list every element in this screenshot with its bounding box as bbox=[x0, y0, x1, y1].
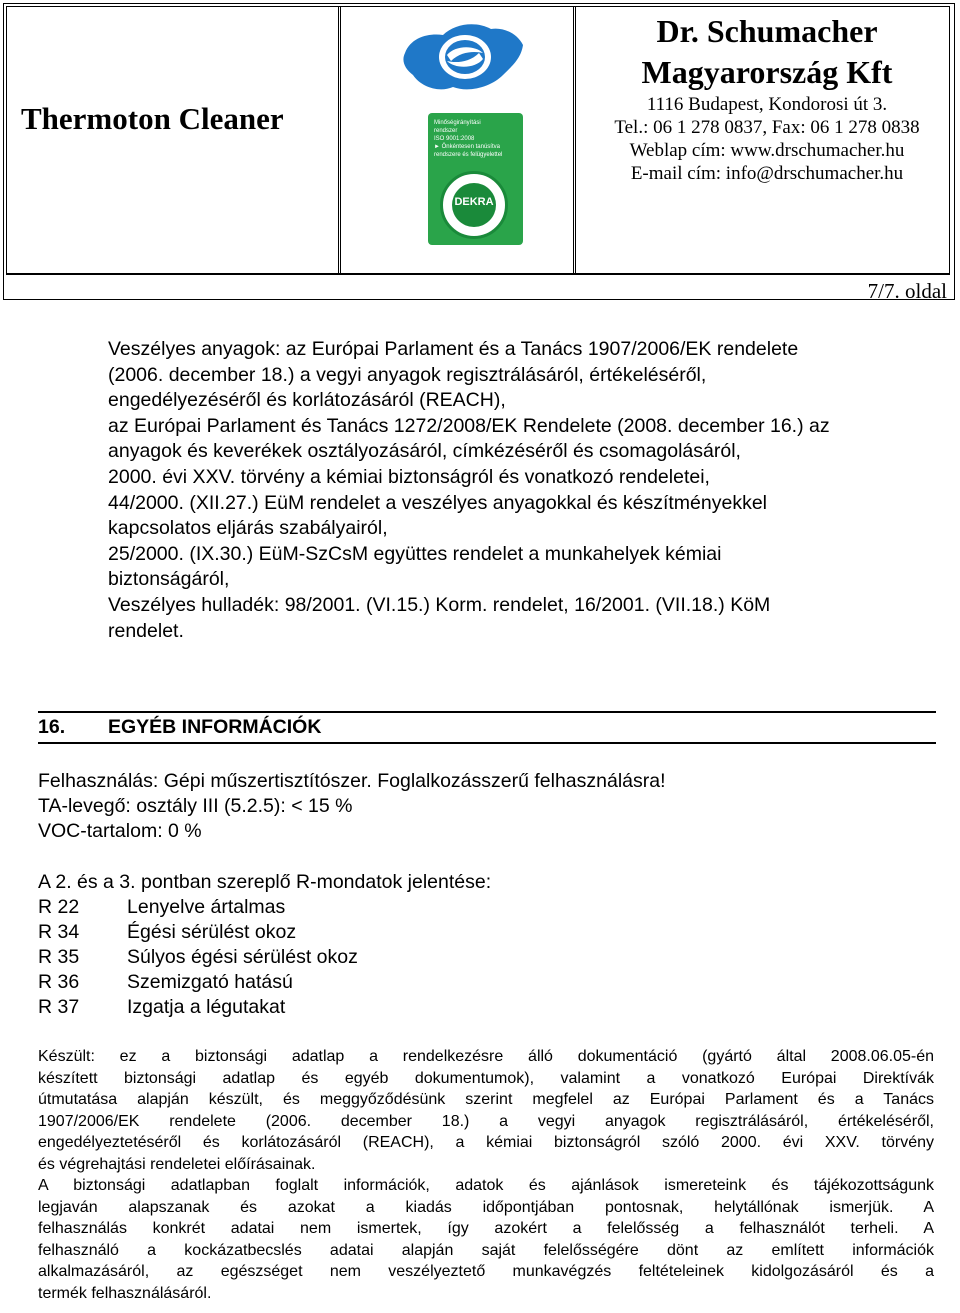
section-bottom-rule bbox=[38, 742, 936, 744]
r-phrase-text: Égési sérülést okoz bbox=[127, 921, 297, 943]
r-phrase-row bbox=[38, 995, 491, 1020]
r-phrase-row bbox=[38, 945, 491, 970]
regulation-line: Veszélyes hulladék: 98/2001. (VI.15.) Korm. rendelet, 16/2001. (VII.18.) KöM bbox=[108, 593, 771, 616]
r-phrase-row bbox=[38, 970, 491, 995]
disclaimer-line: felhasználás konkrét adatai nem ismertek, így azokért a felelősség a felhasználót terheli. A bbox=[38, 1220, 934, 1237]
company-website: Weblap cím: www.drschumacher.hu bbox=[629, 140, 905, 161]
header-row-divider bbox=[6, 273, 950, 277]
regulation-line: (2006. december 18.) a vegyi anyagok regisztrálásáról, értékeléséről, bbox=[108, 363, 707, 386]
r-phrase-code: R 35 bbox=[38, 946, 80, 968]
regulation-line: Veszélyes anyagok: az Európai Parlament és a Tanács 1907/2006/EK rendelete bbox=[108, 338, 799, 360]
r-phrase-text: Lenyelve ártalmas bbox=[127, 896, 286, 918]
disclaimer-line: termék felhasználásáról. bbox=[38, 1284, 212, 1302]
r-phrase-code: R 34 bbox=[38, 921, 80, 943]
disclaimer-line: készített biztonsági adatlap és egyéb dokumentumok), valamint a vonatkozó Európai Direktívák bbox=[38, 1069, 934, 1087]
iso-certificate-badge bbox=[428, 113, 523, 245]
company-name-line1: Dr. Schumacher bbox=[656, 13, 878, 49]
section-top-rule bbox=[38, 711, 936, 713]
regulation-line: 44/2000. (XII.27.) EüM rendelet a veszélyes anyagokkal és készítményekkel bbox=[108, 491, 768, 514]
r-phrase-row bbox=[38, 920, 491, 945]
disclaimer-line: Készült: ez a biztonsági adatlap a rendelkezésre álló dokumentáció (gyártó által 2008.06.05-én bbox=[38, 1048, 934, 1065]
regulations-list bbox=[108, 337, 938, 644]
section-number: 16. bbox=[38, 716, 66, 738]
usage-info bbox=[38, 769, 666, 844]
regulation-line: engedélyezéséről és korlátozásáról (REACH), bbox=[108, 389, 506, 412]
info-line: Felhasználás: Gépi műszertisztítószer. Foglalkozásszerű felhasználásra! bbox=[38, 770, 666, 792]
r-phrase-list bbox=[38, 871, 492, 1020]
regulation-line: rendelet. bbox=[108, 619, 184, 642]
company-contact-block bbox=[581, 11, 953, 185]
preparation-disclaimer bbox=[38, 1046, 934, 1304]
info-line: TA-levegő: osztály III (5.2.5): < 15 % bbox=[38, 795, 353, 817]
disclaimer-line: felhasználó a kockázatbecslés adatai alapján saját felelősségére dönt az említett információk bbox=[38, 1241, 934, 1259]
info-line: VOC-tartalom: 0 % bbox=[38, 820, 202, 842]
r-phrase-intro: A 2. és a 3. pontban szereplő R-mondatok jelentése: bbox=[38, 871, 492, 893]
disclaimer-line: A biztonsági adatlapban foglalt információk, adatok és ajánlások ismereteink és tájékozottságunk bbox=[38, 1177, 934, 1194]
r-phrase-code: R 22 bbox=[38, 896, 80, 918]
r-phrase-text: Szemizgató hatású bbox=[127, 971, 293, 993]
disclaimer-line: útmutatása alapján készült, és meggyőződésünk szerint megfelel az Európai Parlament és a Tanács bbox=[38, 1091, 934, 1108]
regulation-line: 2000. évi XXV. törvény a kémiai biztonságról és vonatkozó rendeletei, bbox=[108, 465, 710, 488]
company-name-line2: Magyarország Kft bbox=[641, 54, 893, 90]
r-phrase-text: Izgatja a légutakat bbox=[127, 996, 286, 1018]
page-number: 7/7. oldal bbox=[867, 279, 947, 303]
disclaimer-line: és végrehajtási rendeletei előírásainak. bbox=[38, 1155, 316, 1173]
certificate-text: Minőségirányítási rendszer ISO 9001:2008 ► Önkéntesen tanúsítva rendszere és felügyelettel bbox=[434, 120, 503, 158]
disclaimer-line: 1907/2006/EK rendelete (2006. december 18.) a vegyi anyagok regisztrálásáról, értékeléséről, bbox=[38, 1112, 934, 1130]
section-title: EGYÉB INFORMÁCIÓK bbox=[108, 716, 322, 738]
r-phrase-code: R 37 bbox=[38, 996, 80, 1018]
document-header bbox=[3, 3, 955, 303]
regulation-line: 25/2000. (IX.30.) EüM-SzCsM együttes rendelet a munkahelyek kémiai bbox=[108, 542, 722, 565]
disclaimer-line: engedélyeztetéséről és korlátozásáról (REACH), a kémiai biztonságról szóló 2000. évi XXV. törvény bbox=[38, 1134, 934, 1151]
company-address: 1116 Budapest, Kondorosi út 3. bbox=[646, 94, 888, 115]
company-email: E-mail cím: info@drschumacher.hu bbox=[630, 163, 904, 184]
regulation-line: kapcsolatos eljárás szabályairól, bbox=[108, 517, 388, 540]
company-logo-area bbox=[363, 9, 563, 249]
header-divider-left bbox=[338, 6, 341, 275]
disclaimer-line: alkalmazásáról, az egészséget nem veszélyeztető munkavégzés feltételeinek kidolgozásáról és a bbox=[38, 1263, 934, 1280]
r-phrase-row bbox=[38, 895, 491, 920]
disclaimer-line: legjaván alapszanak és azokat a kiadás időpontjában pontosnak, helytállónak ismerjük. A bbox=[38, 1198, 934, 1216]
regulation-line: biztonságáról, bbox=[108, 568, 230, 591]
regulation-line: az Európai Parlament és Tanács 1272/2008/EK Rendelete (2008. december 16.) az bbox=[108, 414, 830, 437]
header-divider-right bbox=[573, 6, 576, 275]
r-phrase-text: Súlyos égési sérülést okoz bbox=[127, 946, 358, 968]
regulation-line: anyagok és keverékek osztályozásáról, címkézéséről és csomagolásáról, bbox=[108, 440, 741, 463]
company-phone: Tel.: 06 1 278 0837, Fax: 06 1 278 0838 bbox=[614, 117, 920, 138]
hungary-map-logo-icon bbox=[399, 15, 529, 105]
r-phrase-code: R 36 bbox=[38, 971, 80, 993]
product-name: Thermoton Cleaner bbox=[21, 101, 284, 136]
dekra-seal-icon: DEKRA bbox=[440, 171, 508, 239]
